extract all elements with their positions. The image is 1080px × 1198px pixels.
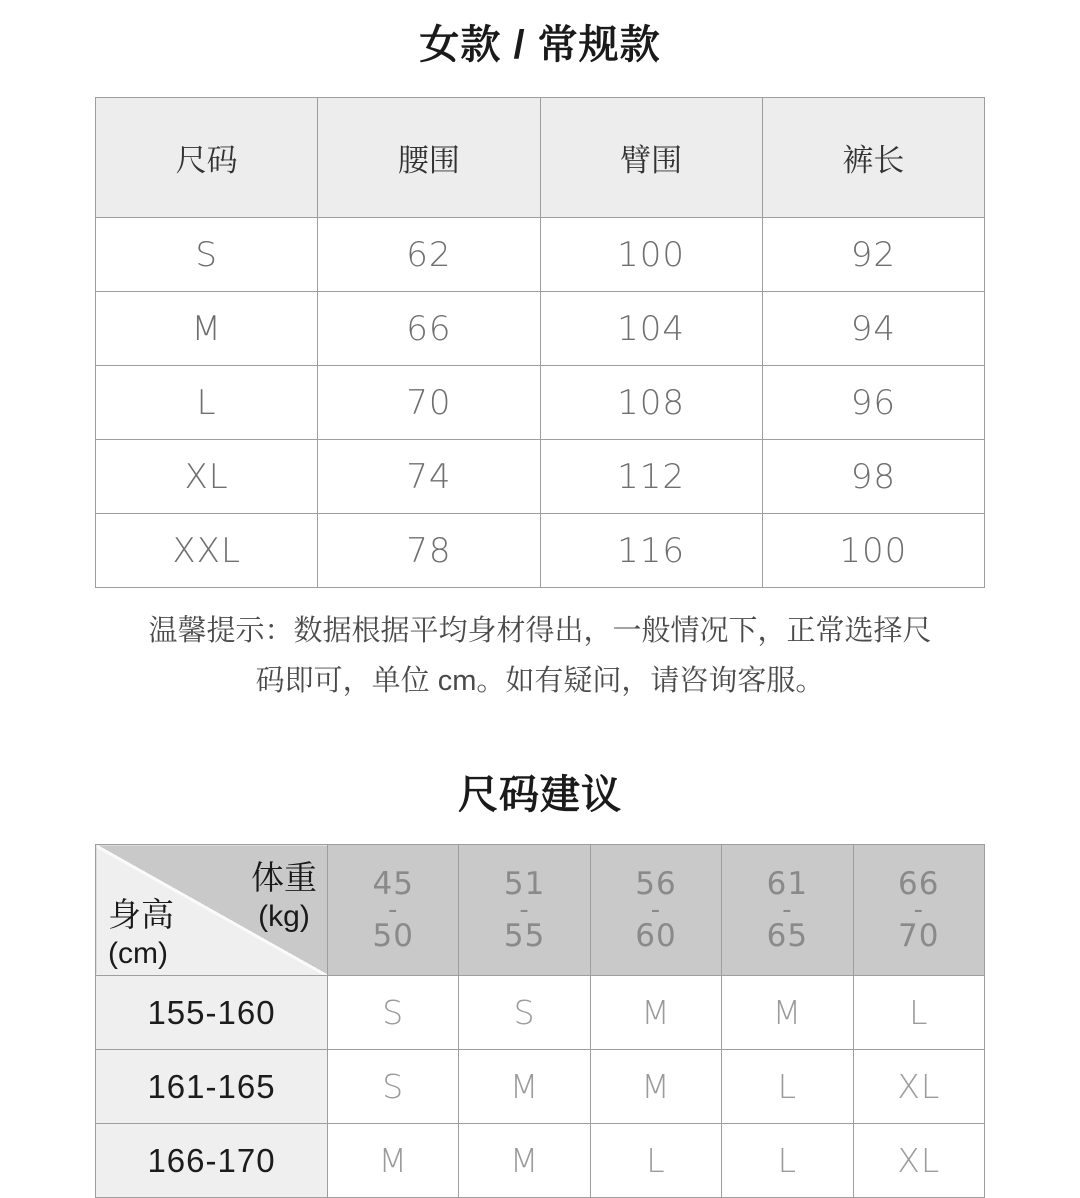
value-cell: 78 xyxy=(318,514,540,588)
height-range-cell: 161-165 xyxy=(96,1050,328,1124)
height-axis-unit: (cm) xyxy=(108,937,168,970)
recommended-size-cell: M xyxy=(328,1124,459,1198)
weight-range-header: 66 - 70 xyxy=(853,845,984,976)
recommended-size-cell: M xyxy=(590,976,721,1050)
size-label-cell: XXL xyxy=(96,514,318,588)
recommended-size-cell: M xyxy=(459,1050,590,1124)
table-row xyxy=(96,514,985,588)
value-cell: 92 xyxy=(762,218,984,292)
value-cell: 94 xyxy=(762,292,984,366)
recommendation-row xyxy=(96,1124,985,1198)
recommended-size-cell: L xyxy=(590,1124,721,1198)
recommendation-header-row xyxy=(96,845,985,976)
height-range-cell: 166-170 xyxy=(96,1124,328,1198)
table-row xyxy=(96,292,985,366)
height-range-cell: 155-160 xyxy=(96,976,328,1050)
recommended-size-cell: M xyxy=(459,1124,590,1198)
size-note-line1: 温馨提示：数据根据平均身材得出，一般情况下，正常选择尺 xyxy=(148,615,932,647)
weight-axis-unit: (kg) xyxy=(258,900,310,933)
weight-range-header: 56 - 60 xyxy=(590,845,721,976)
size-label-cell: S xyxy=(96,218,318,292)
value-cell: 98 xyxy=(762,440,984,514)
size-note xyxy=(95,606,985,706)
section1-title: 女款 / 常规款 xyxy=(419,23,661,67)
weight-range-header: 45 - 50 xyxy=(328,845,459,976)
value-cell: 112 xyxy=(540,440,762,514)
value-cell: 74 xyxy=(318,440,540,514)
column-header-waist: 腰围 xyxy=(318,98,540,218)
size-recommendation-table xyxy=(95,844,985,1198)
size-table xyxy=(95,97,985,588)
recommended-size-cell: S xyxy=(459,976,590,1050)
recommended-size-cell: M xyxy=(722,976,853,1050)
recommended-size-cell: S xyxy=(328,1050,459,1124)
table-row xyxy=(96,218,985,292)
recommended-size-cell: XL xyxy=(853,1050,984,1124)
height-axis-label xyxy=(108,895,174,973)
size-label-cell: M xyxy=(96,292,318,366)
recommended-size-cell: S xyxy=(328,976,459,1050)
size-label-cell: XL xyxy=(96,440,318,514)
value-cell: 66 xyxy=(318,292,540,366)
value-cell: 100 xyxy=(762,514,984,588)
weight-axis-text: 体重 xyxy=(251,859,317,896)
weight-axis-label xyxy=(251,858,317,936)
value-cell: 100 xyxy=(540,218,762,292)
weight-range-header: 61 - 65 xyxy=(722,845,853,976)
size-table-header-row xyxy=(96,98,985,218)
corner-cell xyxy=(96,845,328,976)
column-header-pants-length: 裤长 xyxy=(762,98,984,218)
range-dash: - xyxy=(782,895,793,925)
range-dash: - xyxy=(650,895,662,925)
range-dash: - xyxy=(519,895,530,925)
recommended-size-cell: L xyxy=(722,1050,853,1124)
recommended-size-cell: M xyxy=(590,1050,721,1124)
column-header-arm: 臂围 xyxy=(540,98,762,218)
recommended-size-cell: L xyxy=(722,1124,853,1198)
table-row xyxy=(96,366,985,440)
weight-range-header: 51 - 55 xyxy=(459,845,590,976)
recommended-size-cell: L xyxy=(853,976,984,1050)
recommendation-row xyxy=(96,1050,985,1124)
size-label-cell: L xyxy=(96,366,318,440)
section2-title: 尺码建议 xyxy=(458,773,622,817)
range-dash: - xyxy=(388,895,399,925)
value-cell: 62 xyxy=(318,218,540,292)
size-note-line2: 码即可，单位 cm。如有疑问，请咨询客服。 xyxy=(255,665,825,697)
recommendation-row xyxy=(96,976,985,1050)
table-row xyxy=(96,440,985,514)
value-cell: 108 xyxy=(540,366,762,440)
value-cell: 96 xyxy=(762,366,984,440)
range-dash: - xyxy=(913,895,924,925)
height-axis-text: 身高 xyxy=(108,896,174,933)
column-header-size: 尺码 xyxy=(96,98,318,218)
value-cell: 104 xyxy=(540,292,762,366)
recommended-size-cell: XL xyxy=(853,1124,984,1198)
value-cell: 116 xyxy=(540,514,762,588)
value-cell: 70 xyxy=(318,366,540,440)
